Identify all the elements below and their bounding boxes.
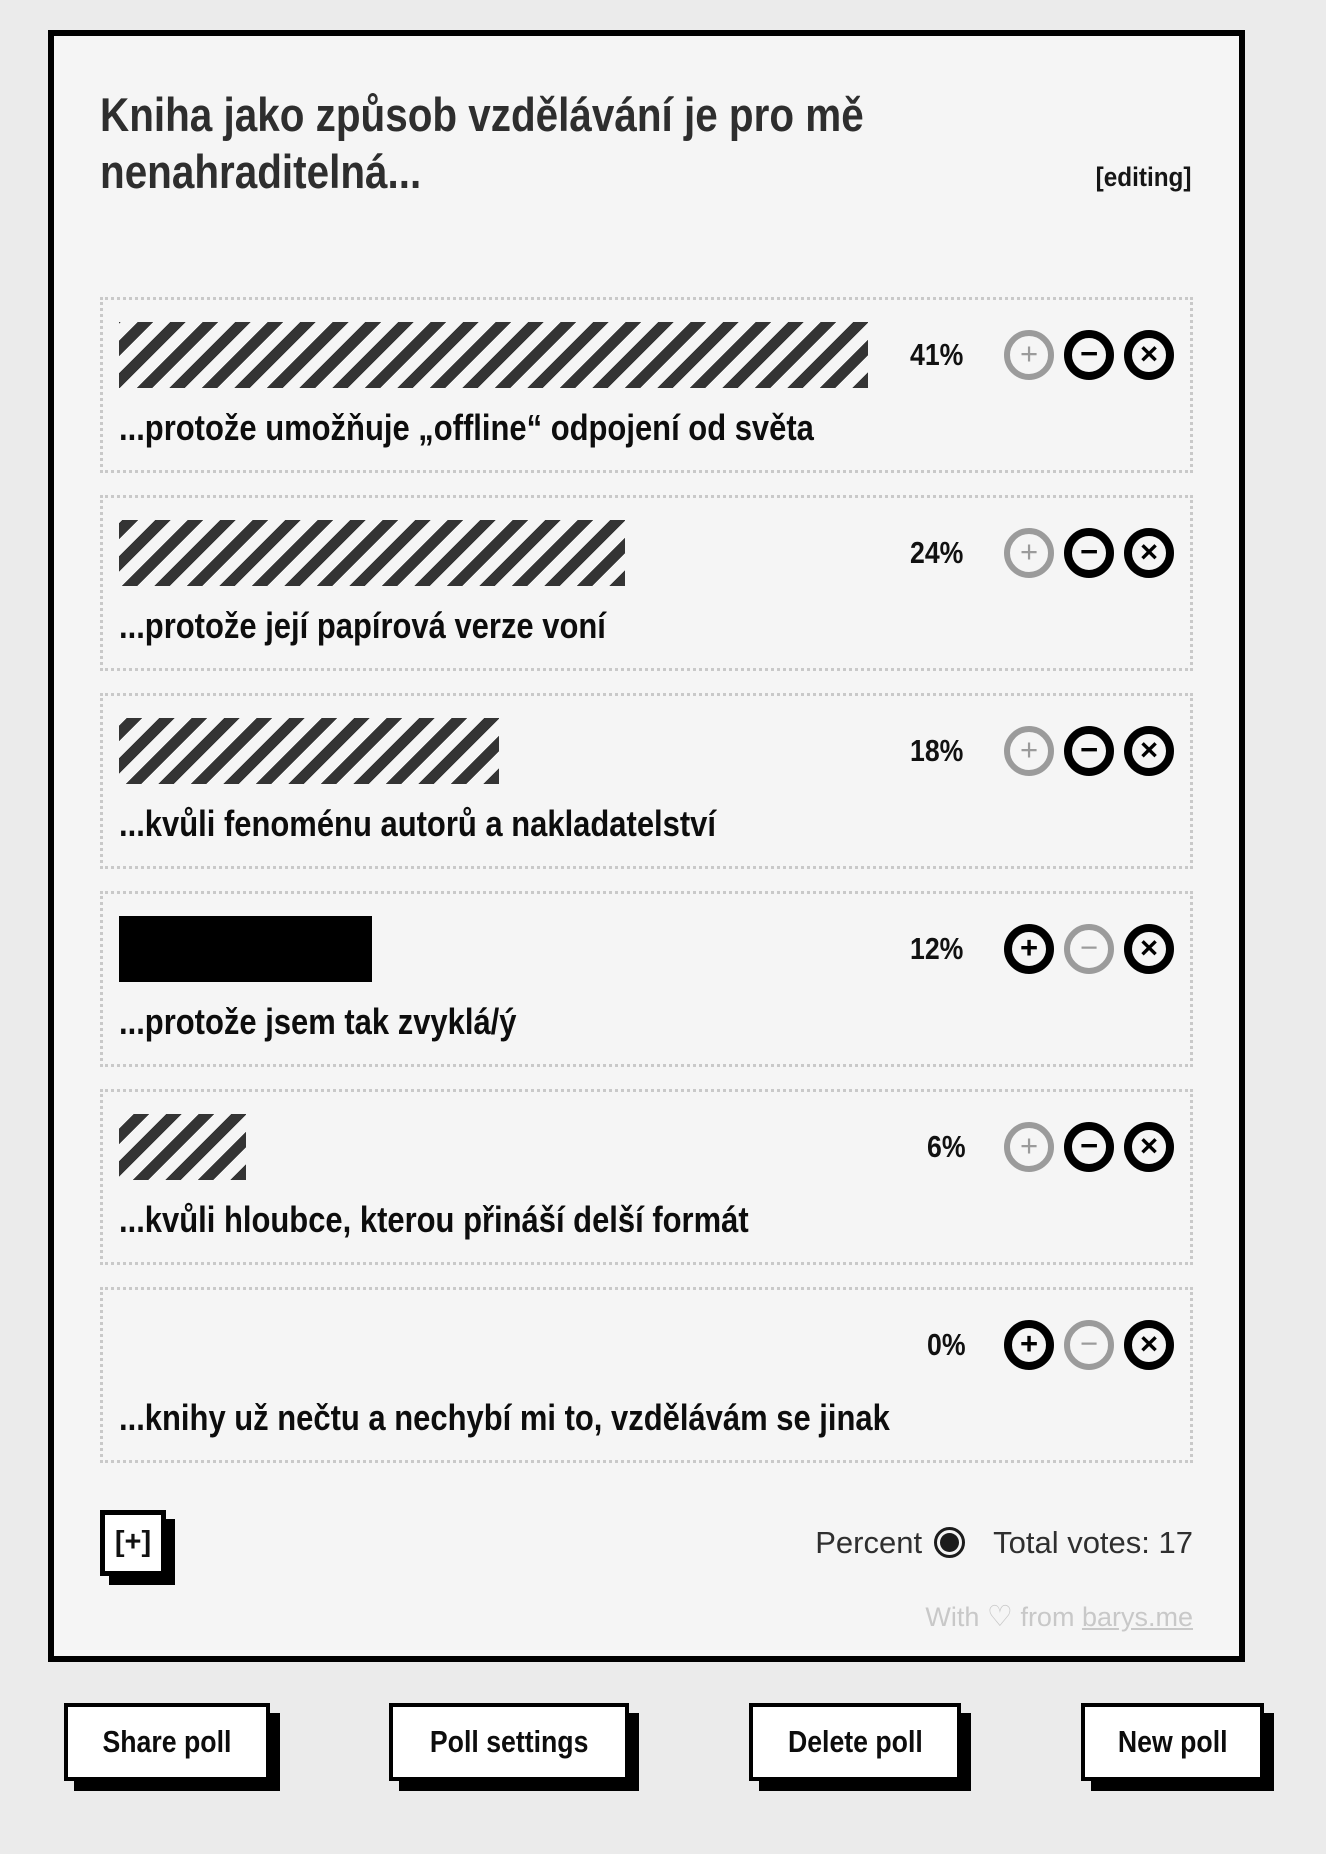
option-label: ...kvůli hloubce, kterou přináší delší formát bbox=[119, 1198, 749, 1240]
editing-badge: [editing] bbox=[1095, 162, 1191, 192]
delete-poll-label: Delete poll bbox=[787, 1724, 923, 1759]
minus-icon: − bbox=[1079, 336, 1099, 372]
barys-link[interactable]: barys.me bbox=[1081, 1601, 1193, 1632]
plus-icon: + bbox=[1019, 1326, 1039, 1362]
option-result-row bbox=[119, 518, 1174, 588]
vote-increment-button[interactable] bbox=[1004, 330, 1054, 380]
remove-option-button[interactable] bbox=[1124, 330, 1174, 380]
vote-decrement-button[interactable] bbox=[1064, 528, 1114, 578]
close-icon: × bbox=[1139, 732, 1159, 768]
minus-icon: − bbox=[1079, 534, 1099, 570]
vote-increment-button[interactable] bbox=[1004, 924, 1054, 974]
option-label: ...protože jsem tak zvyklá/ý bbox=[119, 1000, 517, 1042]
option-percent: 6% bbox=[927, 1128, 966, 1164]
plus-icon: + bbox=[1019, 732, 1039, 768]
remove-option-button[interactable] bbox=[1124, 1122, 1174, 1172]
option-percent: 41% bbox=[909, 336, 964, 372]
option-label: ...knihy už nečtu a nechybí mi to, vzdělávám se jinak bbox=[119, 1396, 890, 1438]
option-percent: 24% bbox=[909, 534, 964, 570]
option-percent: 18% bbox=[909, 732, 964, 768]
option-percent: 12% bbox=[909, 930, 964, 966]
poll-title: Kniha jako způsob vzdělávání je pro mě nenahraditelná... bbox=[100, 88, 864, 199]
result-bar bbox=[119, 520, 625, 586]
poll-option bbox=[100, 1089, 1193, 1265]
minus-icon: − bbox=[1079, 930, 1099, 966]
remove-option-button[interactable] bbox=[1124, 924, 1174, 974]
share-poll-label: Share poll bbox=[102, 1724, 232, 1759]
result-bar bbox=[119, 322, 868, 388]
close-icon: × bbox=[1139, 336, 1159, 372]
vote-increment-button[interactable] bbox=[1004, 726, 1054, 776]
card-footer-row bbox=[100, 1509, 1193, 1577]
poll-settings-button[interactable] bbox=[389, 1703, 629, 1781]
remove-option-button[interactable] bbox=[1124, 528, 1174, 578]
new-poll-button[interactable] bbox=[1081, 1703, 1264, 1781]
action-bar bbox=[64, 1703, 1264, 1781]
credit-prefix: With bbox=[925, 1601, 980, 1632]
option-label: ...kvůli fenoménu autorů a nakladatelství bbox=[119, 802, 717, 844]
option-result-row bbox=[119, 320, 1174, 390]
poll-header bbox=[100, 86, 1193, 201]
percent-mode-label: Percent bbox=[815, 1524, 923, 1560]
result-bar bbox=[119, 718, 499, 784]
delete-poll-button[interactable] bbox=[749, 1703, 962, 1781]
footer-controls bbox=[815, 1525, 1193, 1561]
poll-settings-label: Poll settings bbox=[429, 1724, 589, 1759]
result-bar bbox=[119, 1114, 246, 1180]
option-controls bbox=[1004, 1320, 1174, 1370]
option-controls bbox=[1004, 924, 1174, 974]
option-percent: 0% bbox=[927, 1326, 966, 1362]
vote-decrement-button[interactable] bbox=[1064, 726, 1114, 776]
credit-middle: from bbox=[1020, 1601, 1075, 1632]
total-votes: Total votes: 17 bbox=[993, 1524, 1193, 1560]
option-result-row bbox=[119, 1112, 1174, 1182]
percent-radio[interactable] bbox=[934, 1527, 965, 1558]
poll-option bbox=[100, 495, 1193, 671]
plus-icon: + bbox=[1019, 930, 1039, 966]
option-controls bbox=[1004, 726, 1174, 776]
close-icon: × bbox=[1139, 534, 1159, 570]
plus-icon: + bbox=[1019, 336, 1039, 372]
vote-increment-button[interactable] bbox=[1004, 528, 1054, 578]
option-controls bbox=[1004, 330, 1174, 380]
new-poll-label: New poll bbox=[1117, 1724, 1228, 1759]
remove-option-button[interactable] bbox=[1124, 1320, 1174, 1370]
vote-decrement-button[interactable] bbox=[1064, 1122, 1114, 1172]
vote-decrement-button[interactable] bbox=[1064, 924, 1114, 974]
heart-icon: ♡ bbox=[986, 1600, 1013, 1633]
poll-option bbox=[100, 693, 1193, 869]
vote-decrement-button[interactable] bbox=[1064, 330, 1114, 380]
option-label: ...protože umožňuje „offline“ odpojení od světa bbox=[119, 406, 814, 448]
poll-option bbox=[100, 891, 1193, 1067]
plus-icon: + bbox=[1019, 534, 1039, 570]
minus-icon: − bbox=[1079, 1128, 1099, 1164]
option-result-row bbox=[119, 914, 1174, 984]
radio-dot-icon bbox=[940, 1533, 959, 1552]
plus-icon: + bbox=[1019, 1128, 1039, 1164]
option-controls bbox=[1004, 528, 1174, 578]
minus-icon: − bbox=[1079, 1326, 1099, 1362]
option-label: ...protože její papírová verze voní bbox=[119, 604, 606, 646]
option-result-row bbox=[119, 716, 1174, 786]
close-icon: × bbox=[1139, 1326, 1159, 1362]
remove-option-button[interactable] bbox=[1124, 726, 1174, 776]
options-list bbox=[100, 297, 1193, 1463]
add-option-button[interactable]: [+] bbox=[100, 1510, 166, 1576]
vote-increment-button[interactable] bbox=[1004, 1320, 1054, 1370]
minus-icon: − bbox=[1079, 732, 1099, 768]
vote-decrement-button[interactable] bbox=[1064, 1320, 1114, 1370]
credit-line bbox=[100, 1599, 1193, 1634]
poll-option bbox=[100, 1287, 1193, 1463]
close-icon: × bbox=[1139, 930, 1159, 966]
poll-option bbox=[100, 297, 1193, 473]
share-poll-button[interactable] bbox=[64, 1703, 270, 1781]
close-icon: × bbox=[1139, 1128, 1159, 1164]
result-bar bbox=[119, 916, 372, 982]
option-controls bbox=[1004, 1122, 1174, 1172]
vote-increment-button[interactable] bbox=[1004, 1122, 1054, 1172]
option-result-row bbox=[119, 1310, 1174, 1380]
poll-card bbox=[48, 30, 1245, 1662]
